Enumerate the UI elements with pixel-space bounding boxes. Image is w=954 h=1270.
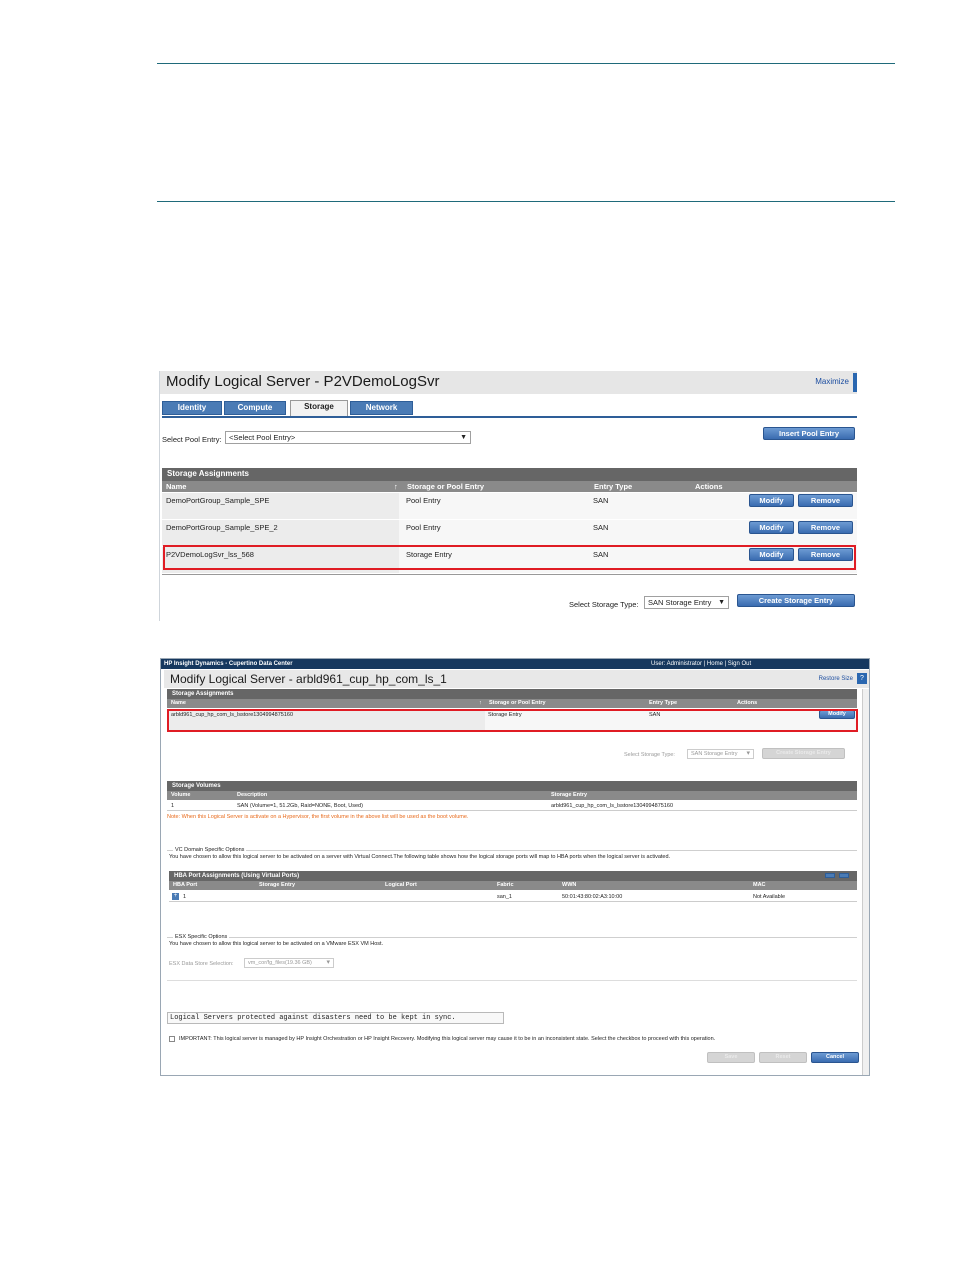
col-actions: Actions xyxy=(737,700,758,706)
col-storage-entry: Storage or Pool Entry xyxy=(489,700,546,706)
select-pool-dropdown[interactable] xyxy=(225,431,471,444)
col-name[interactable]: Name xyxy=(166,482,187,491)
storage-type-value: SAN Storage Entry xyxy=(648,598,712,607)
dropdown-arrow-icon: ▾ xyxy=(326,959,330,966)
page-title: Modify Logical Server - P2VDemoLogSvr xyxy=(166,373,440,390)
esx-datastore-label: ESX Data Store Selection: xyxy=(169,961,234,967)
row-storage: Storage Entry xyxy=(488,712,522,718)
sort-up-icon[interactable]: ↑ xyxy=(394,482,398,491)
reset-button[interactable]: Reset xyxy=(759,1052,807,1063)
tab-network[interactable]: Network xyxy=(350,401,413,415)
expand-row-icon[interactable]: + xyxy=(173,893,178,899)
sort-up-icon[interactable]: ↑ xyxy=(479,700,482,706)
hba-mac: Not Available xyxy=(753,894,786,900)
hba-fabric: san_1 xyxy=(497,894,512,900)
hba-port-number: 1 xyxy=(183,894,187,900)
app-title: HP Insight Dynamics - Cupertino Data Center xyxy=(164,661,293,667)
storage-volumes-header: Storage Volumes xyxy=(167,781,857,791)
dropdown-arrow-icon: ▼ xyxy=(718,599,725,606)
collapse-icon[interactable] xyxy=(839,873,849,878)
vc-domain-text: You have chosen to allow this logical server to be activated on a server with Virtual Connect.The following table shows how the logical storage ports will map to HBA ports when the logical server is activated. xyxy=(169,854,671,860)
create-storage-entry-button[interactable]: Create Storage Entry xyxy=(737,594,855,607)
col-storage-entry: Storage Entry xyxy=(259,882,296,888)
bottom-rule xyxy=(157,201,895,202)
esx-datastore-dropdown[interactable] xyxy=(244,958,334,968)
row-name: P2VDemoLogSvr_lss_568 xyxy=(166,550,254,559)
volume-storage-entry: arbld961_cup_hp_com_ls_lsstore1304994875160 xyxy=(551,803,674,809)
sync-message: Logical Servers protected against disasters need to be kept in sync. xyxy=(170,1014,456,1022)
important-text: IMPORTANT: This logical server is managed by HP Insight Orchestration or HP Insight Recovery. Modifying this logical server may cause it to be in an inconsistent state. Select the checkbox to proceed with this operation. xyxy=(179,1036,716,1042)
row-storage: Pool Entry xyxy=(406,496,441,505)
col-entry-type: Entry Type xyxy=(594,482,633,491)
help-icon[interactable]: ? xyxy=(857,673,867,684)
title-bar xyxy=(160,371,857,394)
create-storage-entry-button[interactable]: Create Storage Entry xyxy=(762,748,845,759)
insert-pool-entry-button[interactable]: Insert Pool Entry xyxy=(763,427,855,440)
boot-volume-note: Note: When this Logical Server is activate on a Hypervisor, the first volume in the above list will be used as the boot volume. xyxy=(167,814,469,820)
scrollbar[interactable] xyxy=(862,689,869,1075)
storage-type-value: SAN Storage Entry xyxy=(691,751,738,757)
storage-type-dropdown[interactable] xyxy=(644,596,729,609)
select-pool-label: Select Pool Entry: xyxy=(162,435,222,444)
tab-compute[interactable]: Compute xyxy=(224,401,286,415)
tab-storage[interactable]: Storage xyxy=(290,400,348,416)
tab-underline xyxy=(162,416,857,418)
col-name[interactable]: Name xyxy=(171,700,186,706)
cancel-button[interactable]: Cancel xyxy=(811,1052,859,1063)
hba-port-columns xyxy=(169,881,857,890)
storage-volumes-columns xyxy=(167,791,857,800)
app-header xyxy=(161,659,870,669)
table-row xyxy=(167,801,857,811)
restore-size-link[interactable]: Restore Size xyxy=(818,676,853,682)
modify-logical-server-screenshot-storage xyxy=(159,371,856,621)
important-checkbox[interactable] xyxy=(169,1036,175,1042)
esx-section xyxy=(167,934,857,940)
dropdown-arrow-icon: ▾ xyxy=(746,750,750,757)
page-title: Modify Logical Server - arbld961_cup_hp_com_ls_1 xyxy=(170,672,447,686)
row-type: SAN xyxy=(593,550,609,559)
maximize-handle-icon xyxy=(853,373,857,392)
col-wwn: WWN xyxy=(562,882,577,888)
vc-domain-section xyxy=(167,847,857,853)
col-fabric: Fabric xyxy=(497,882,514,888)
highlight-box xyxy=(163,545,856,570)
col-storage-entry: Storage Entry xyxy=(551,792,588,798)
modify-button[interactable]: Modify xyxy=(749,494,794,507)
row-type: SAN xyxy=(593,523,609,532)
storage-assignments-columns xyxy=(162,481,857,492)
table-row xyxy=(169,891,857,902)
table-row xyxy=(162,520,857,546)
select-pool-value: <Select Pool Entry> xyxy=(229,433,296,442)
remove-button[interactable]: Remove xyxy=(798,521,853,534)
tab-identity[interactable]: Identity xyxy=(162,401,222,415)
top-rule xyxy=(157,63,895,64)
row-name: arbld961_cup_hp_com_ls_lsstore1304994875160 xyxy=(171,712,294,718)
esx-text: You have chosen to allow this logical server to be activated on a VMware ESX VM Host. xyxy=(169,941,384,947)
esx-legend: ESX Specific Options xyxy=(175,934,228,940)
select-storage-type-label: Select Storage Type: xyxy=(569,600,639,609)
volume-number: 1 xyxy=(171,803,175,809)
modify-button[interactable]: Modify xyxy=(819,710,855,719)
storage-assignments-header: Storage Assignments xyxy=(167,689,857,699)
col-mac: MAC xyxy=(753,882,766,888)
remove-button[interactable]: Remove xyxy=(798,494,853,507)
highlight-box xyxy=(167,709,858,732)
col-entry-type: Entry Type xyxy=(649,700,678,706)
hba-wwn: 50:01:43:80:02:A3:10:00 xyxy=(562,894,623,900)
title-bar xyxy=(164,670,869,688)
maximize-link[interactable]: Maximize xyxy=(815,377,849,386)
select-storage-type-label: Select Storage Type: xyxy=(624,752,675,758)
storage-assignments-columns xyxy=(167,699,857,708)
col-hba-port: HBA Port xyxy=(173,882,198,888)
remove-button[interactable]: Remove xyxy=(798,548,853,561)
row-type: SAN xyxy=(593,496,609,505)
row-storage: Storage Entry xyxy=(406,550,452,559)
expand-icon[interactable] xyxy=(825,873,835,878)
row-type: SAN xyxy=(649,712,661,718)
user-menu[interactable]: User: Administrator | Home | Sign Out xyxy=(651,661,752,667)
esx-datastore-value: vm_cor/fg_files(19.36 GB) xyxy=(248,960,312,966)
row-storage: Pool Entry xyxy=(406,523,441,532)
col-storage-entry: Storage or Pool Entry xyxy=(407,482,485,491)
table-row xyxy=(162,493,857,519)
modify-button[interactable]: Modify xyxy=(749,548,794,561)
col-actions: Actions xyxy=(695,482,723,491)
volume-description: SAN (Volume=1, 51.2Gb, Raid=NONE, Boot, Used) xyxy=(237,803,363,809)
storage-assignments-header: Storage Assignments xyxy=(162,468,857,481)
vc-domain-legend: VC Domain Specific Options xyxy=(175,847,245,853)
col-description: Description xyxy=(237,792,268,798)
modify-button[interactable]: Modify xyxy=(749,521,794,534)
col-volume: Volume xyxy=(171,792,191,798)
hba-port-assignments-header: HBA Port Assignments (Using Virtual Ports) xyxy=(169,871,857,881)
row-name: DemoPortGroup_Sample_SPE xyxy=(166,496,270,505)
storage-type-dropdown[interactable] xyxy=(687,749,754,759)
dropdown-arrow-icon: ▼ xyxy=(460,434,467,441)
save-button[interactable]: Save xyxy=(707,1052,755,1063)
modify-logical-server-screenshot-details xyxy=(160,658,870,1076)
col-logical-port: Logical Port xyxy=(385,882,417,888)
sync-message-box xyxy=(167,1012,504,1024)
row-name: DemoPortGroup_Sample_SPE_2 xyxy=(166,523,278,532)
